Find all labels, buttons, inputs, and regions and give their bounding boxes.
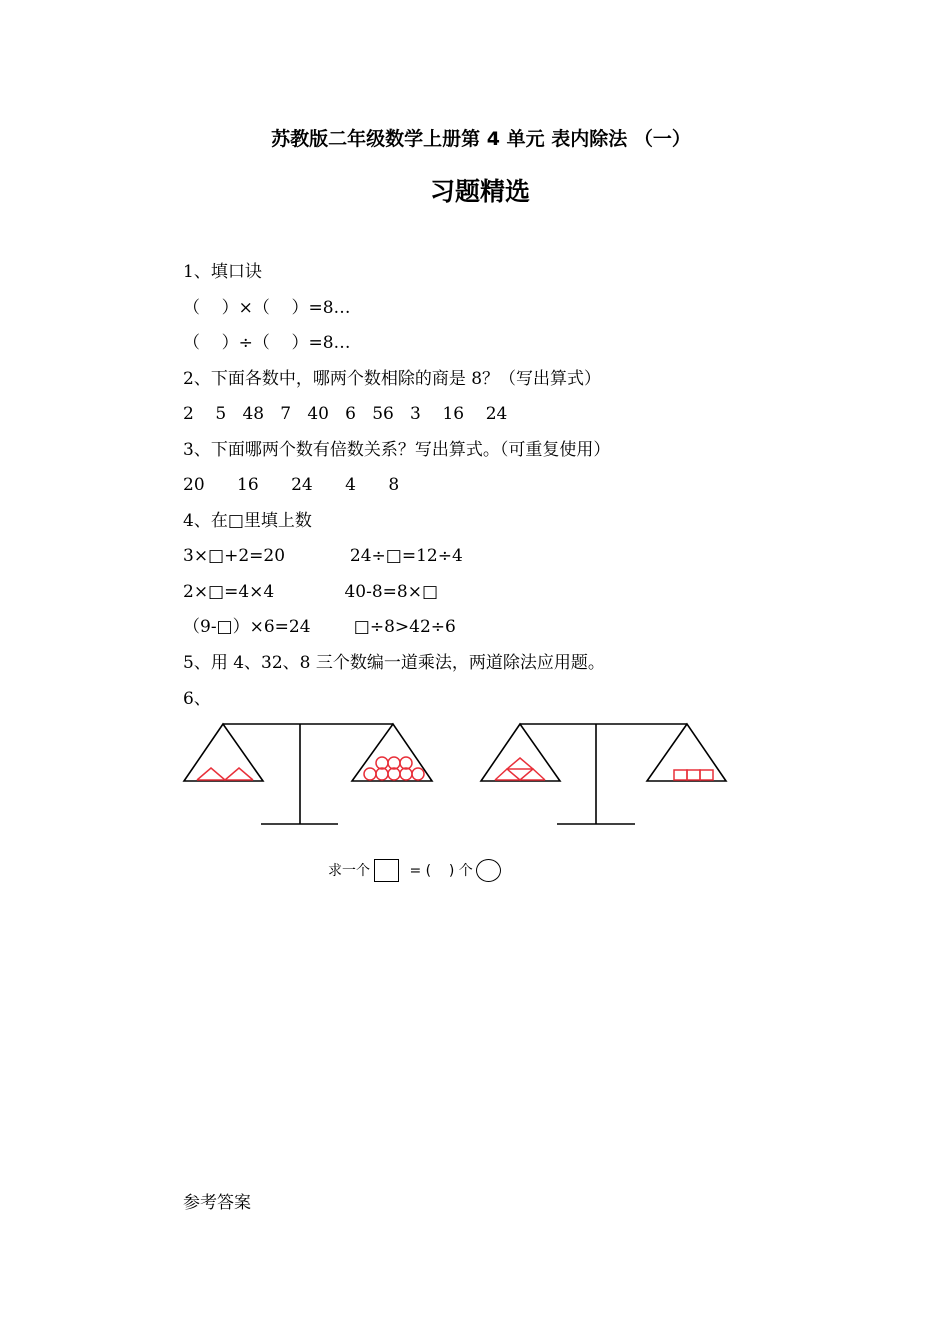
q4-row-2: 2×□=4×4 40-8=8×□ bbox=[183, 582, 439, 602]
circle-shape bbox=[388, 757, 400, 769]
square-shape bbox=[674, 770, 687, 780]
square-shape bbox=[687, 770, 700, 780]
q3-heading: 3、下面哪两个数有倍数关系？写出算式。（可重复使用） bbox=[183, 440, 611, 460]
q4-heading: 4、在□里填上数 bbox=[183, 511, 312, 531]
left-pan-left bbox=[184, 724, 263, 781]
q1-heading: 1、填口诀 bbox=[183, 262, 262, 282]
right-pan-left bbox=[481, 724, 560, 781]
q3-numbers: 20 16 24 4 8 bbox=[183, 475, 400, 495]
q2-heading: 2、下面各数中，哪两个数相除的商是 8？（写出算式） bbox=[183, 369, 602, 389]
q1-line-1: （ ）×（ ）=8… bbox=[183, 298, 351, 318]
triangle-shapes bbox=[197, 768, 253, 780]
square-shape bbox=[700, 770, 713, 780]
circle-shape bbox=[412, 768, 424, 780]
q6-heading: 6、 bbox=[183, 689, 211, 709]
formula-middle: = ( ) 个 bbox=[405, 863, 473, 879]
answers-heading: 参考答案 bbox=[183, 1193, 251, 1213]
q5-heading: 5、用 4、32、8 三个数编一道乘法，两道除法应用题。 bbox=[183, 653, 605, 673]
left-pan-circles bbox=[364, 757, 424, 780]
formula-prefix: 求一个 bbox=[328, 863, 370, 879]
triangle-shapes bbox=[495, 769, 545, 780]
circle-shape bbox=[388, 768, 400, 780]
circle-shape bbox=[376, 757, 388, 769]
q2-numbers: 2 5 48 7 40 6 56 3 16 24 bbox=[183, 404, 508, 424]
document-title: 苏教版二年级数学上册第 4 单元 表内除法 （一） bbox=[271, 128, 691, 150]
q6-formula bbox=[328, 855, 501, 885]
balance-scale-right bbox=[481, 724, 726, 824]
circle-shape bbox=[400, 757, 412, 769]
circle-shape bbox=[376, 768, 388, 780]
q4-row-1: 3×□+2=20 24÷□=12÷4 bbox=[183, 546, 463, 566]
circle-shape bbox=[400, 768, 412, 780]
right-pan-mixed bbox=[495, 758, 545, 780]
circle-icon bbox=[476, 859, 501, 882]
left-pan-triangles bbox=[197, 768, 253, 780]
q4-row-3: （9-□）×6=24 □÷8>42÷6 bbox=[183, 617, 456, 637]
right-pan-squares bbox=[674, 770, 713, 780]
document-subtitle: 习题精选 bbox=[429, 177, 530, 206]
circle-shape bbox=[364, 768, 376, 780]
square-icon bbox=[374, 859, 399, 882]
balance-scale-left bbox=[184, 724, 432, 824]
balance-scales-figure bbox=[180, 718, 740, 833]
q1-line-2: （ ）÷（ ）=8… bbox=[183, 333, 351, 353]
